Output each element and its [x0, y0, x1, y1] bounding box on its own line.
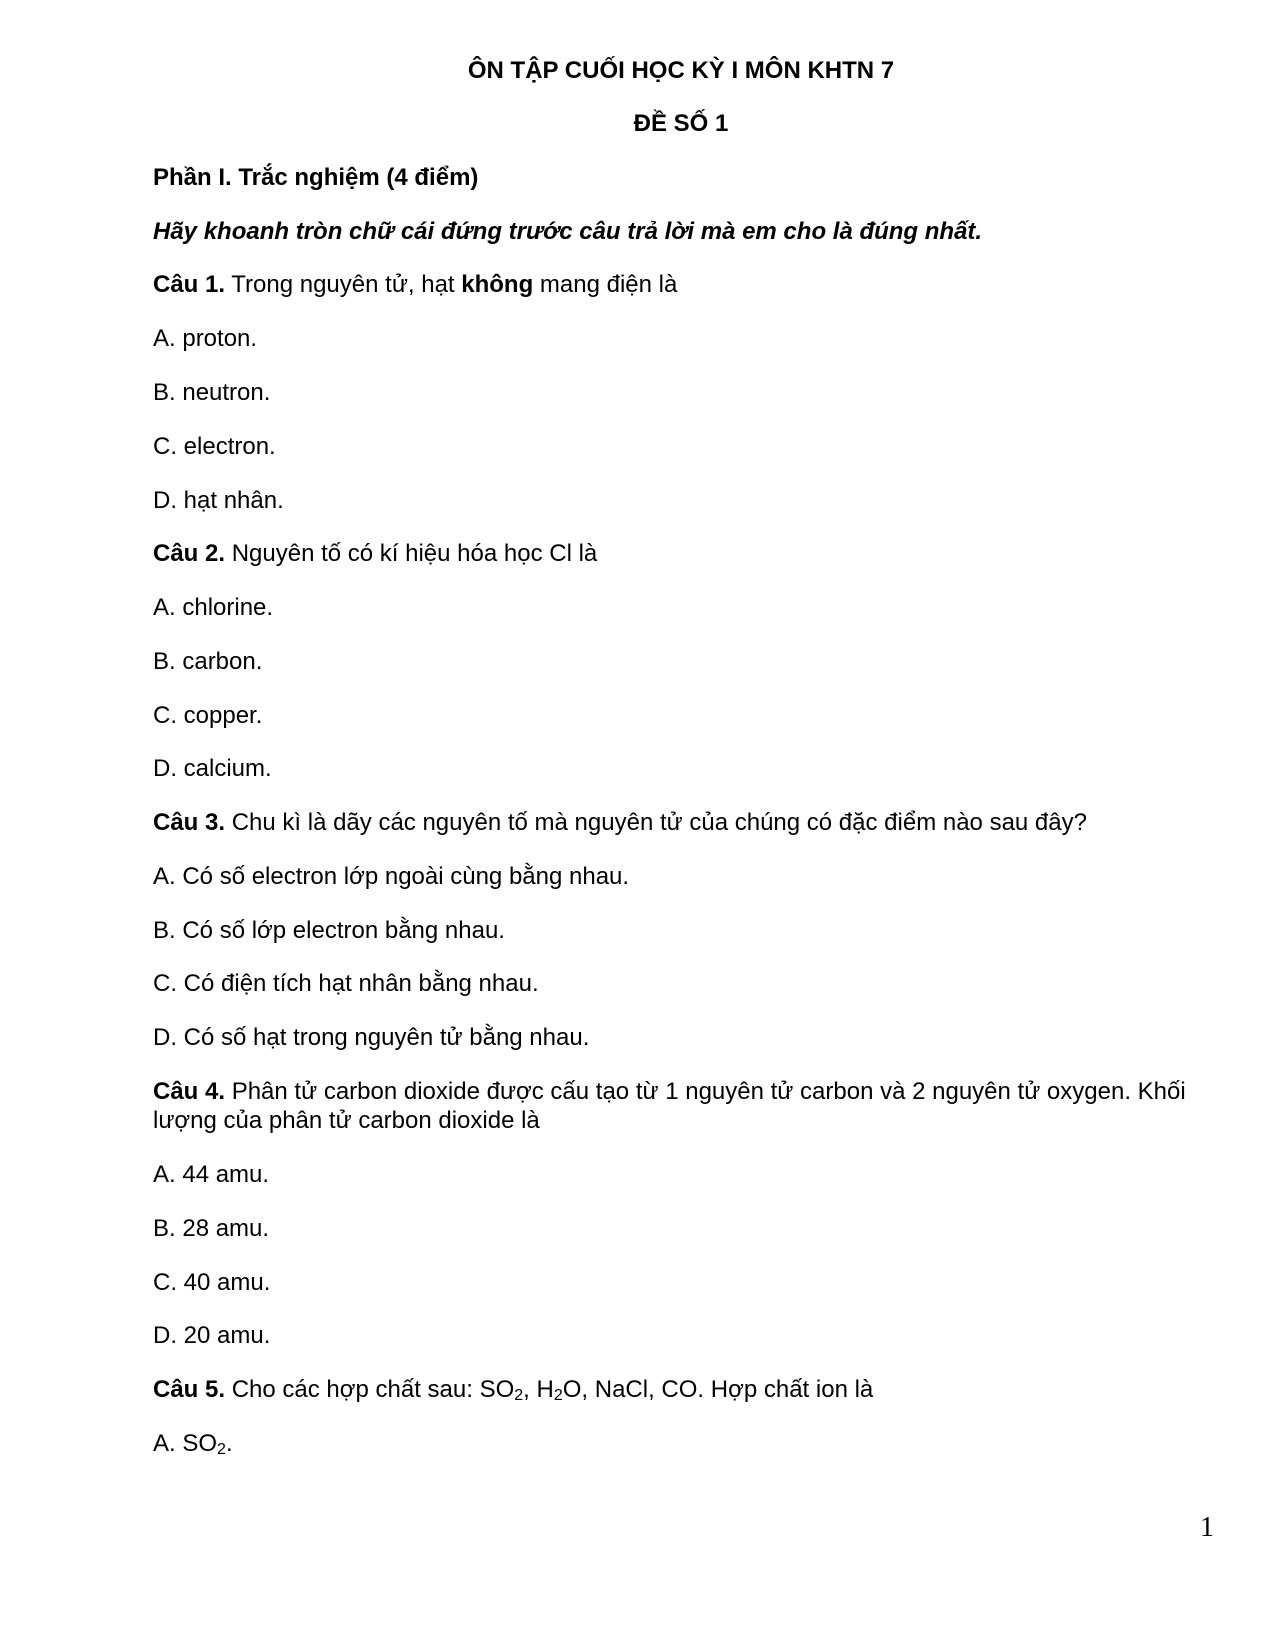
option-a: A. chlorine. — [153, 594, 274, 621]
option-text: A. SO — [153, 1430, 218, 1457]
question-text-part: Cho các hợp chất sau: SO — [231, 1376, 515, 1403]
option-b: B. Có số lớp electron bằng nhau. — [153, 917, 505, 944]
subscript: 2 — [553, 1387, 563, 1404]
question-3 — [153, 809, 1087, 837]
option-d: D. calcium. — [153, 755, 272, 782]
question-text — [232, 1376, 874, 1403]
section-heading: Phần I. Trắc nghiệm (4 điểm) — [153, 164, 479, 191]
instruction: Hãy khoanh tròn chữ cái đứng trước câu trả lời mà em cho là đúng nhất. — [153, 218, 983, 245]
question-4 — [153, 1078, 1186, 1106]
option-b: B. 28 amu. — [153, 1215, 270, 1242]
option-c: C. Có điện tích hạt nhân bằng nhau. — [153, 970, 539, 997]
question-5 — [153, 1376, 873, 1404]
question-2 — [153, 540, 597, 568]
question-text: Trong nguyên tử, hạt — [231, 271, 455, 298]
option-a: A. 44 amu. — [153, 1161, 270, 1188]
question-text: Phân tử carbon dioxide được cấu tạo từ 1 nguyên tử carbon và 2 nguyên tử oxygen. Khối — [231, 1078, 1186, 1105]
subscript: 2 — [514, 1387, 524, 1404]
option-d: D. hạt nhân. — [153, 487, 284, 514]
option-d: D. 20 amu. — [153, 1322, 271, 1349]
option-c: C. electron. — [153, 433, 276, 460]
question-label: Câu 5. — [153, 1376, 226, 1403]
question-text: Chu kì là dãy các nguyên tố mà nguyên tử của chúng có đặc điểm nào sau đây? — [231, 809, 1087, 836]
question-label: Câu 1. — [153, 271, 226, 298]
option-d: D. Có số hạt trong nguyên tử bằng nhau. — [153, 1024, 590, 1051]
question-label: Câu 4. — [153, 1078, 226, 1105]
subscript: 2 — [217, 1441, 226, 1458]
document-title: ÔN TẬP CUỐI HỌC KỲ I MÔN KHTN 7 — [467, 57, 895, 84]
question-text-part: O, NaCl, CO. Hợp chất ion là — [562, 1376, 874, 1403]
question-text: Nguyên tố có kí hiệu hóa học Cl là — [231, 540, 598, 567]
option-b: B. carbon. — [153, 648, 263, 675]
option-b: B. neutron. — [153, 379, 271, 406]
question-label: Câu 3. — [153, 809, 226, 836]
option-text-end: . — [225, 1430, 233, 1457]
option-a: A. proton. — [153, 325, 258, 352]
option-c: C. 40 amu. — [153, 1269, 271, 1296]
option-a: A. Có số electron lớp ngoài cùng bằng nhau. — [153, 863, 630, 890]
exam-number: ĐỀ SỐ 1 — [633, 110, 729, 137]
question-text: mang điện là — [539, 271, 678, 298]
page-number: 1 — [1200, 1512, 1214, 1543]
question-1 — [153, 271, 677, 299]
option-a — [153, 1430, 233, 1458]
question-4-continued: lượng của phân tử carbon dioxide là — [153, 1107, 540, 1134]
question-label: Câu 2. — [153, 540, 226, 567]
question-text-part: , H — [523, 1376, 554, 1403]
option-c: C. copper. — [153, 702, 263, 729]
question-emphasis: không — [461, 271, 534, 298]
